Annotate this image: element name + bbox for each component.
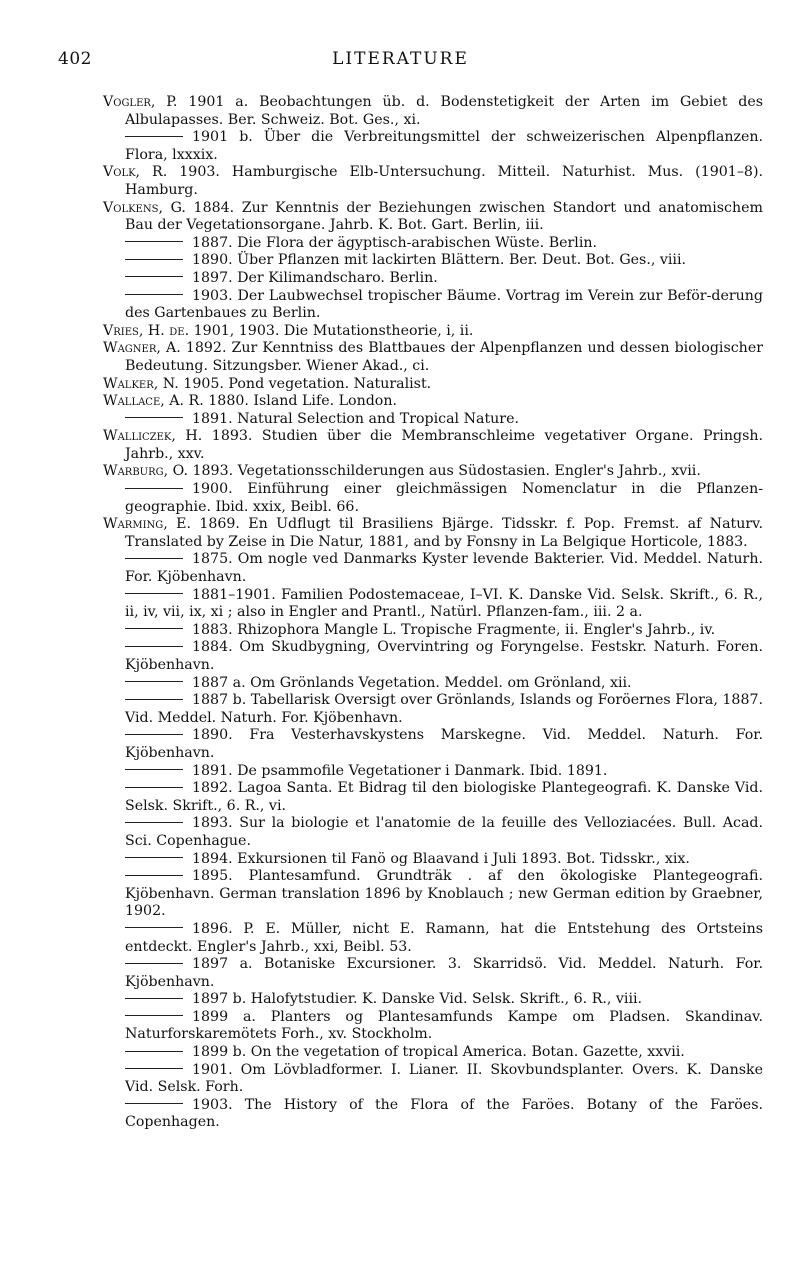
reference-text: 1881–1901. Familien Podostemaceae, I–VI. K. Danske Vid. Selsk. Skrift., 6. R., ii, iv, vii, ix, xi ; also in Engler and Prantl., Natürl. Pflanzen-fam., iii. 2 a. [125,586,763,621]
reference-entry [103,1044,763,1062]
ditto-dash [125,646,183,647]
reference-text: 1903. Hamburgische Elb-Untersuchung. Mitteil. Naturhist. Mus. (1901–8). Hamburg. [125,164,763,198]
reference-text: 1887 a. Om Grönlands Vegetation. Meddel. om Grönland, xii. [192,674,632,691]
reference-entry [103,763,763,781]
reference-text: 1897 a. Botaniske Excursioner. 3. Skarridsö. Vid. Meddel. Naturh. For. Kjöbenhavn. [125,956,763,990]
reference-text: 1869. En Udflugt til Brasiliens Bjärge. Tidsskr. f. Pop. Fremst. af Naturv. Translated by Zeise in Die Natur, 1881, and by Fonsny in La Belgique Horticole, 1883. [125,516,764,550]
reference-entry [103,815,763,850]
ditto-dash [125,1103,183,1104]
reference-entry [103,164,763,199]
ditto-dash [125,734,183,735]
page-header [0,49,801,79]
reference-entry [103,252,763,270]
page-number: 402 [58,49,92,69]
reference-entry [103,851,763,869]
reference-author: Warming, E. [103,516,191,533]
reference-text: 1899 a. Planters og Plantesamfunds Kampe om Pladsen. Skandinav. Naturforskaremötets Forh., xv. Stockholm. [125,1008,763,1043]
reference-entry [103,551,763,586]
reference-text: 1893. Vegetationsschilderungen aus Südostasien. Engler's Jahrb., xvii. [192,463,701,480]
ditto-dash [125,1015,183,1016]
ditto-dash [125,294,183,295]
ditto-dash [125,787,183,788]
page-title: LITERATURE [332,49,469,69]
reference-entry [103,991,763,1009]
reference-text: 1884. Zur Kenntnis der Beziehungen zwischen Standort und anatomischem Bau der Vegetationsorgane. Jahrb. K. Bot. Gart. Berlin, iii. [125,199,763,234]
ditto-dash [125,1051,183,1052]
reference-text: 1901 a. Beobachtungen üb. d. Bodenstetigkeit der Arten im Gebiet des Albulapasses. Ber. Schweiz. Bot. Ges., xi. [125,94,764,128]
reference-author: Warburg, O. [103,463,188,480]
reference-text: 1883. Rhizophora Mangle L. Tropische Fragmente, ii. Engler's Jahrb., iv. [192,621,716,638]
ditto-dash [125,822,183,823]
reference-text: 1892. Zur Kenntniss des Blattbaues der Alpenpflanzen und dessen biologischer Bedeutung. Sitzungsber. Wiener Akad., ci. [125,340,763,374]
reference-author: Walker, N. [103,375,179,392]
reference-entry [103,956,763,991]
reference-entry [103,1062,763,1097]
reference-entry [103,587,763,622]
ditto-dash [125,259,183,260]
ditto-dash [125,699,183,700]
reference-entry [103,393,763,411]
reference-text: 1892. Lagoa Santa. Et Bidrag til den biologiske Plantegeografi. K. Danske Vid. Selsk. Skrift., 6. R., vi. [125,780,763,814]
reference-entry [103,1097,763,1132]
reference-entry [103,727,763,762]
reference-entry [103,639,763,674]
reference-entry [103,411,763,429]
reference-entry [103,868,763,921]
reference-text: 1890. Fra Vesterhavskystens Marskegne. Vid. Meddel. Naturh. For. Kjöbenhavn. [125,727,763,761]
reference-text: 1903. Der Laubwechsel tropischer Bäume. Vortrag im Verein zur Beför-derung des Gartenbaues zu Berlin. [125,287,763,322]
ditto-dash [125,593,183,594]
ditto-dash [125,276,183,277]
ditto-dash [125,927,183,928]
reference-entry [103,481,763,516]
reference-author: Vogler, P. [103,94,178,110]
reference-text: 1887 b. Tabellarisk Oversigt over Grönlands, Islands og Foröernes Flora, 1887. Vid. Meddel. Naturh. For. Kjöbenhavn. [125,692,764,726]
ditto-dash [125,241,183,242]
reference-author: Volkens, G. [103,199,186,216]
ditto-dash [125,875,183,876]
ditto-dash [125,681,183,682]
reference-author: Wagner, A. [103,340,181,357]
reference-text: 1901. Om Lövbladformer. I. Lianer. II. Skovbundsplanter. Overs. K. Danske Vid. Selsk. Forh. [125,1061,763,1096]
reference-text: 1901 b. Über die Verbreitungsmittel der schweizerischen Alpenpflanzen. Flora, lxxxix. [125,129,763,163]
reference-text: 1891. Natural Selection and Tropical Nature. [192,410,519,427]
reference-entry [103,94,763,129]
reference-text: 1893. Studien über die Membranschleime vegetativer Organe. Pringsh. Jahrb., xxv. [125,428,763,462]
reference-text: 1895. Plantesamfund. Grundträk . af den ökologiske Plantegeografi. Kjöbenhavn. German translation 1896 by Knoblauch ; new German edition by Graebner, 1902. [125,868,763,920]
reference-text: 1893. Sur la biologie et l'anatomie de la feuille des Velloziacées. Bull. Acad. Sci. Copenhague. [125,815,763,849]
reference-text: 1899 b. On the vegetation of tropical America. Botan. Gazette, xxvii. [192,1044,685,1061]
ditto-dash [125,963,183,964]
reference-entry [103,675,763,693]
reference-entry [103,622,763,640]
reference-author: Walliczek, H. [103,428,203,445]
ditto-dash [125,857,183,858]
reference-text: 1875. Om nogle ved Danmarks Kyster levende Bakterier. Vid. Meddel. Naturh. For. Kjöbenhavn. [125,551,763,586]
ditto-dash [125,417,183,418]
reference-author: Vries, H. de. [103,322,190,339]
reference-list [103,94,763,1132]
reference-entry [103,780,763,815]
reference-entry [103,1009,763,1044]
reference-author: Wallace, A. R. [103,393,204,410]
reference-text: 1897. Der Kilimandscharo. Berlin. [192,269,438,286]
reference-entry [103,340,763,375]
reference-text: 1901, 1903. Die Mutationstheorie, i, ii. [193,322,474,339]
reference-entry [103,270,763,288]
reference-text: 1900. Einführung einer gleichmässigen Nomenclatur in die Pflanzen-geographie. Ibid. xxix, Beibl. 66. [125,481,763,515]
reference-text: 1896. P. E. Müller, nicht E. Ramann, hat die Entstehung des Ortsteins entdeckt. Engler's Jahrb., xxi, Beibl. 53. [125,920,763,955]
ditto-dash [125,488,183,489]
reference-text: 1894. Exkursionen til Fanö og Blaavand i Juli 1893. Bot. Tidsskr., xix. [192,850,690,867]
reference-text: 1903. The History of the Flora of the Faröes. Botany of the Faröes. Copenhagen. [125,1096,763,1131]
reference-entry [103,288,763,323]
reference-entry [103,235,763,253]
ditto-dash [125,558,183,559]
reference-entry [103,692,763,727]
reference-entry [103,129,763,164]
reference-entry [103,463,763,481]
reference-text: 1890. Über Pflanzen mit lackirten Blättern. Ber. Deut. Bot. Ges., viii. [192,252,686,269]
reference-entry [103,516,763,551]
reference-text: 1887. Die Flora der ägyptisch-arabischen Wüste. Berlin. [192,234,598,251]
reference-text: 1880. Island Life. London. [208,393,397,410]
reference-entry [103,921,763,956]
ditto-dash [125,136,183,137]
ditto-dash [125,628,183,629]
reference-text: 1905. Pond vegetation. Naturalist. [183,375,432,392]
reference-text: 1884. Om Skudbygning, Overvintring og Foryngelse. Festskr. Naturh. Foren. Kjöbenhavn. [125,639,763,673]
reference-author: Volk, R. [103,164,168,181]
reference-entry [103,200,763,235]
reference-text: 1897 b. Halofytstudier. K. Danske Vid. Selsk. Skrift., 6. R., viii. [192,991,643,1008]
ditto-dash [125,998,183,999]
reference-text: 1891. De psammofile Vegetationer i Danmark. Ibid. 1891. [192,762,608,779]
ditto-dash [125,769,183,770]
reference-entry [103,376,763,394]
reference-entry [103,323,763,341]
ditto-dash [125,1068,183,1069]
reference-entry [103,428,763,463]
